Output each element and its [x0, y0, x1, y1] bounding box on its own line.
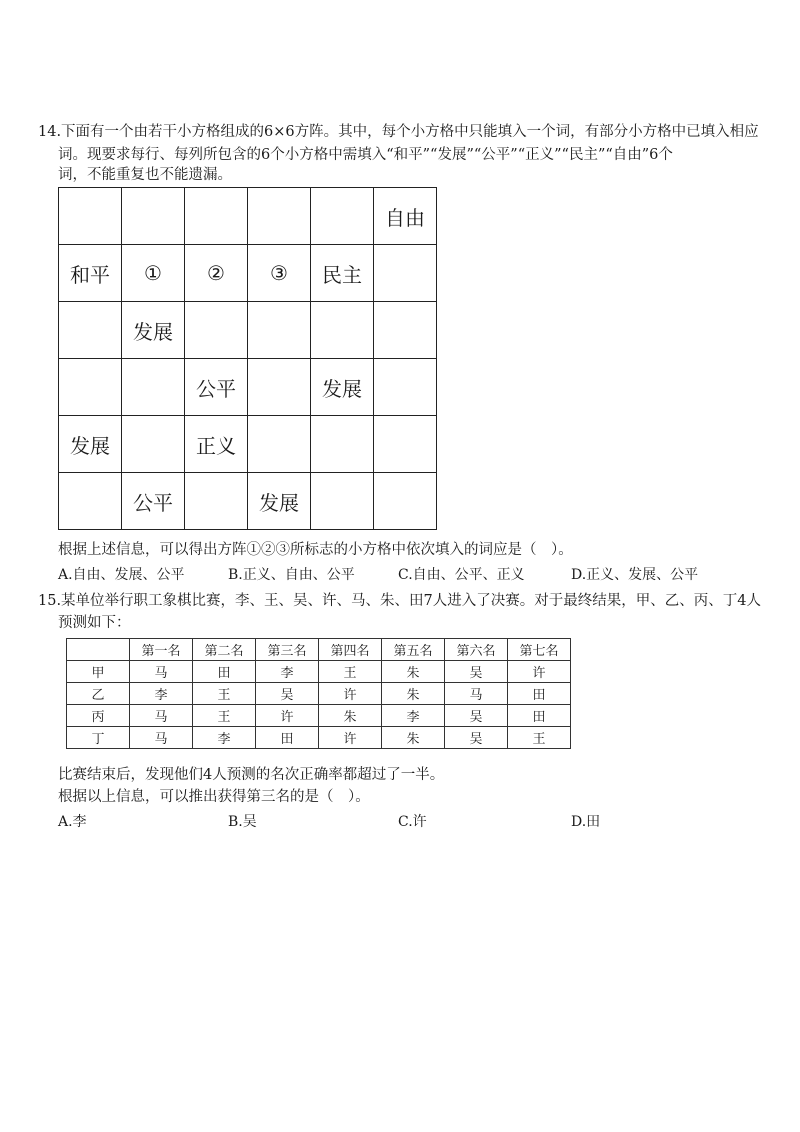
grid-cell-marker-2: ②	[185, 245, 248, 302]
grid-cell: 正义	[185, 416, 248, 473]
grid-cell	[59, 473, 122, 530]
grid-cell	[311, 473, 374, 530]
table-cell: 李	[130, 683, 193, 705]
q14-option-c[interactable]: C.自由、公平、正义	[398, 567, 525, 583]
grid-cell: 民主	[311, 245, 374, 302]
table-row	[67, 661, 571, 683]
grid-cell: 发展	[59, 416, 122, 473]
table-cell: 田	[508, 683, 571, 705]
table-cell: 马	[130, 727, 193, 749]
grid-cell	[59, 359, 122, 416]
q14-option-d[interactable]: D.正义、发展、公平	[571, 567, 699, 583]
table-cell: 王	[193, 683, 256, 705]
grid-cell: 公平	[185, 359, 248, 416]
table-cell: 李	[382, 705, 445, 727]
grid-cell: 发展	[122, 302, 185, 359]
grid-cell	[122, 416, 185, 473]
grid-cell	[374, 359, 437, 416]
q15-option-d[interactable]: D.田	[571, 814, 601, 830]
grid-row	[59, 302, 437, 359]
q15-after-line-1: 比赛结束后，发现他们4人预测的名次正确率都超过了一半。	[58, 767, 445, 783]
grid-row	[59, 359, 437, 416]
q15-after-line-2: 根据以上信息，可以推出获得第三名的是（ ）。	[58, 789, 370, 805]
grid-cell	[122, 359, 185, 416]
grid-cell: 自由	[374, 188, 437, 245]
q15-stem-line-1: 15.某单位举行职工象棋比赛，李、王、吴、许、马、朱、田7人进入了决赛。对于最终结果，甲、乙、丙、丁4人	[38, 593, 762, 609]
table-header-cell: 第六名	[445, 639, 508, 661]
q15-option-b[interactable]: B.吴	[228, 814, 257, 830]
grid-cell	[311, 416, 374, 473]
table-cell: 许	[319, 727, 382, 749]
table-row	[67, 683, 571, 705]
grid-cell	[59, 188, 122, 245]
table-header-cell: 第一名	[130, 639, 193, 661]
grid-cell-marker-1: ①	[122, 245, 185, 302]
table-cell: 朱	[382, 661, 445, 683]
grid-cell	[374, 416, 437, 473]
table-cell: 许	[508, 661, 571, 683]
q15-option-c[interactable]: C.许	[398, 814, 427, 830]
grid-cell	[311, 188, 374, 245]
q14-stem-line-3: 词，不能重复也不能遗漏。	[58, 167, 232, 183]
table-header-cell: 第七名	[508, 639, 571, 661]
grid-row	[59, 473, 437, 530]
grid-cell	[374, 473, 437, 530]
table-header-cell: 第三名	[256, 639, 319, 661]
grid-cell	[59, 302, 122, 359]
table-cell: 吴	[445, 727, 508, 749]
grid-row	[59, 188, 437, 245]
grid-cell	[248, 302, 311, 359]
q15-prediction-table	[66, 638, 571, 749]
q14-question: 根据上述信息，可以得出方阵①②③所标志的小方格中依次填入的词应是（ ）。	[58, 542, 573, 558]
table-row	[67, 727, 571, 749]
table-cell: 吴	[256, 683, 319, 705]
table-cell: 田	[508, 705, 571, 727]
grid-cell	[185, 302, 248, 359]
table-cell: 丁	[67, 727, 130, 749]
table-cell: 王	[508, 727, 571, 749]
table-cell: 乙	[67, 683, 130, 705]
table-cell: 许	[256, 705, 319, 727]
table-header-cell	[67, 639, 130, 661]
table-cell: 马	[130, 705, 193, 727]
table-cell: 朱	[319, 705, 382, 727]
table-cell: 许	[319, 683, 382, 705]
grid-cell	[248, 188, 311, 245]
q14-option-a[interactable]: A.自由、发展、公平	[58, 567, 185, 583]
grid-cell: 发展	[311, 359, 374, 416]
table-cell: 甲	[67, 661, 130, 683]
grid-cell	[185, 473, 248, 530]
grid-row	[59, 245, 437, 302]
q15-stem-line-2: 预测如下：	[58, 615, 131, 631]
grid-cell	[374, 245, 437, 302]
grid-cell	[122, 188, 185, 245]
table-cell: 马	[445, 683, 508, 705]
table-cell: 吴	[445, 661, 508, 683]
grid-cell	[374, 302, 437, 359]
table-cell: 李	[256, 661, 319, 683]
table-header-row	[67, 639, 571, 661]
table-cell: 朱	[382, 683, 445, 705]
table-cell: 田	[193, 661, 256, 683]
grid-row	[59, 416, 437, 473]
table-cell: 马	[130, 661, 193, 683]
table-cell: 王	[319, 661, 382, 683]
grid-cell: 公平	[122, 473, 185, 530]
q14-word-grid	[58, 187, 437, 530]
grid-cell	[248, 359, 311, 416]
table-row	[67, 705, 571, 727]
q14-stem-line-2: 词。现要求每行、每列所包含的6个小方格中需填入“和平”“发展”“公平”“正义”“民主”“自由”6个	[58, 147, 673, 163]
q14-option-b[interactable]: B.正义、自由、公平	[228, 567, 355, 583]
table-cell: 吴	[445, 705, 508, 727]
grid-cell	[248, 416, 311, 473]
table-header-cell: 第四名	[319, 639, 382, 661]
table-cell: 李	[193, 727, 256, 749]
table-header-cell: 第五名	[382, 639, 445, 661]
q15-option-a[interactable]: A.李	[58, 814, 87, 830]
grid-cell: 和平	[59, 245, 122, 302]
table-header-cell: 第二名	[193, 639, 256, 661]
table-cell: 朱	[382, 727, 445, 749]
table-cell: 田	[256, 727, 319, 749]
grid-cell	[185, 188, 248, 245]
grid-cell	[311, 302, 374, 359]
grid-cell-marker-3: ③	[248, 245, 311, 302]
grid-cell: 发展	[248, 473, 311, 530]
q14-stem-line-1: 14.下面有一个由若干小方格组成的6×6方阵。其中，每个小方格中只能填入一个词，有部分小方格中已填入相应	[38, 124, 759, 140]
table-cell: 丙	[67, 705, 130, 727]
table-cell: 王	[193, 705, 256, 727]
